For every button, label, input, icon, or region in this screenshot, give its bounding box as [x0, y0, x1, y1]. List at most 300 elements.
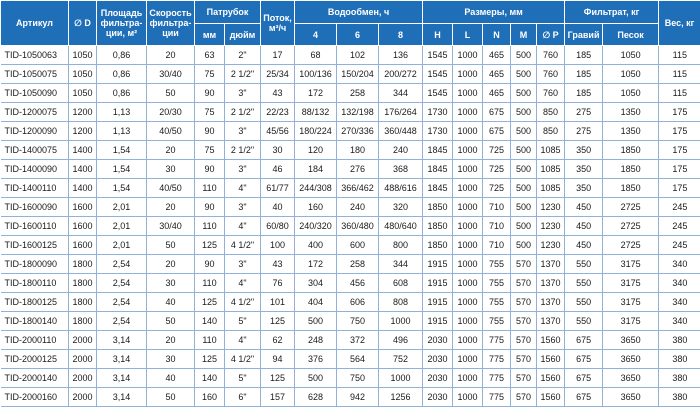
- table-cell: 50: [147, 312, 195, 331]
- table-cell: 140: [195, 312, 225, 331]
- table-cell: 60/80: [261, 217, 295, 236]
- table-cell: 755: [483, 255, 511, 274]
- table-cell: 200/272: [379, 65, 423, 84]
- table-cell: 500: [511, 84, 537, 103]
- article-cell: TID-1600125: [1, 236, 69, 255]
- table-cell: 2": [225, 46, 261, 65]
- table-cell: 3175: [603, 312, 659, 331]
- table-cell: 675: [565, 331, 603, 350]
- table-cell: 1000: [453, 274, 483, 293]
- table-row: [1, 369, 700, 388]
- table-cell: 500: [511, 103, 537, 122]
- table-cell: 608: [379, 274, 423, 293]
- table-cell: 3175: [603, 255, 659, 274]
- table-cell: 40/50: [147, 179, 195, 198]
- table-cell: 350: [565, 141, 603, 160]
- table-cell: 1545: [423, 65, 453, 84]
- table-cell: 1000: [453, 236, 483, 255]
- table-cell: 45/56: [261, 122, 295, 141]
- table-cell: 3,14: [97, 388, 147, 407]
- table-cell: 50: [147, 236, 195, 255]
- table-cell: 1050: [603, 84, 659, 103]
- table-cell: 176/264: [379, 103, 423, 122]
- article-cell: TID-1800140: [1, 312, 69, 331]
- table-cell: 240/320: [295, 217, 337, 236]
- article-cell: TID-1600090: [1, 198, 69, 217]
- table-cell: 110: [195, 331, 225, 350]
- table-cell: 20/30: [147, 103, 195, 122]
- table-cell: 1845: [423, 141, 453, 160]
- table-cell: 25/34: [261, 65, 295, 84]
- table-cell: 350: [565, 179, 603, 198]
- table-cell: 456: [337, 274, 379, 293]
- table-cell: 175: [659, 160, 700, 179]
- table-cell: 2,54: [97, 255, 147, 274]
- article-cell: TID-1050075: [1, 65, 69, 84]
- col-exchange-8: 8: [379, 24, 423, 46]
- table-cell: 62: [261, 331, 295, 350]
- table-cell: 90: [195, 84, 225, 103]
- article-cell: TID-1200090: [1, 122, 69, 141]
- table-cell: 1050: [603, 65, 659, 84]
- table-cell: 2725: [603, 198, 659, 217]
- table-cell: 3,14: [97, 369, 147, 388]
- table-cell: 1000: [379, 369, 423, 388]
- table-cell: 340: [659, 293, 700, 312]
- table-cell: 340: [659, 255, 700, 274]
- article-cell: TID-1800125: [1, 293, 69, 312]
- table-cell: 570: [511, 369, 537, 388]
- table-cell: 376: [295, 350, 337, 369]
- table-cell: 2,01: [97, 198, 147, 217]
- table-cell: 1800: [69, 255, 97, 274]
- table-cell: 110: [195, 179, 225, 198]
- table-cell: 43: [261, 255, 295, 274]
- table-cell: 275: [565, 103, 603, 122]
- table-cell: 1850: [423, 198, 453, 217]
- table-cell: 30: [147, 160, 195, 179]
- table-cell: 185: [565, 46, 603, 65]
- article-cell: TID-1050063: [1, 46, 69, 65]
- table-cell: 1850: [423, 236, 453, 255]
- table-cell: 450: [565, 236, 603, 255]
- table-cell: 172: [295, 84, 337, 103]
- table-cell: 500: [511, 217, 537, 236]
- table-cell: 43: [261, 84, 295, 103]
- table-cell: 500: [295, 312, 337, 331]
- table-cell: 725: [483, 141, 511, 160]
- table-cell: 775: [483, 369, 511, 388]
- col-size-l: L: [453, 24, 483, 46]
- table-cell: 750: [337, 369, 379, 388]
- article-cell: TID-1400110: [1, 179, 69, 198]
- table-cell: 1,54: [97, 179, 147, 198]
- table-cell: 1000: [379, 312, 423, 331]
- table-cell: 500: [511, 122, 537, 141]
- table-cell: 1000: [453, 331, 483, 350]
- table-cell: 1600: [69, 217, 97, 236]
- table-cell: 136: [379, 46, 423, 65]
- table-cell: 2,54: [97, 312, 147, 331]
- table-cell: 1050: [69, 65, 97, 84]
- table-cell: 244/308: [295, 179, 337, 198]
- table-cell: 125: [195, 236, 225, 255]
- table-cell: 3,14: [97, 350, 147, 369]
- table-cell: 1850: [603, 160, 659, 179]
- table-cell: 675: [483, 103, 511, 122]
- table-cell: 500: [511, 141, 537, 160]
- table-cell: 550: [565, 312, 603, 331]
- table-cell: 1200: [69, 103, 97, 122]
- table-cell: 725: [483, 160, 511, 179]
- table-cell: 500: [511, 179, 537, 198]
- table-cell: 1,54: [97, 160, 147, 179]
- table-row: [1, 312, 700, 331]
- table-cell: 4 1/2": [225, 350, 261, 369]
- table-cell: 2,01: [97, 236, 147, 255]
- table-cell: 40: [261, 198, 295, 217]
- table-cell: 258: [337, 84, 379, 103]
- table-row: [1, 103, 700, 122]
- table-cell: 2030: [423, 369, 453, 388]
- col-size-h: H: [423, 24, 453, 46]
- col-weight: Вес, кг: [659, 1, 700, 46]
- table-cell: 1000: [453, 65, 483, 84]
- table-cell: 1370: [537, 274, 565, 293]
- table-row: [1, 65, 700, 84]
- table-cell: 245: [659, 217, 700, 236]
- table-cell: 115: [659, 46, 700, 65]
- table-cell: 150/204: [337, 65, 379, 84]
- table-cell: 1,13: [97, 122, 147, 141]
- table-cell: 1370: [537, 293, 565, 312]
- table-cell: 75: [195, 65, 225, 84]
- table-cell: 760: [537, 46, 565, 65]
- table-cell: 380: [659, 369, 700, 388]
- table-cell: 1400: [69, 160, 97, 179]
- col-nozzle-inch: дюйм: [225, 24, 261, 46]
- table-cell: 1400: [69, 179, 97, 198]
- article-cell: TID-2000140: [1, 369, 69, 388]
- table-cell: 380: [659, 331, 700, 350]
- table-cell: 675: [565, 350, 603, 369]
- table-cell: 3": [225, 255, 261, 274]
- col-article: Артикул: [1, 1, 69, 46]
- table-cell: 710: [483, 198, 511, 217]
- table-cell: 1000: [453, 46, 483, 65]
- table-row: [1, 236, 700, 255]
- table-cell: 760: [537, 65, 565, 84]
- table-cell: 800: [379, 236, 423, 255]
- table-cell: 808: [379, 293, 423, 312]
- table-cell: 1000: [453, 103, 483, 122]
- table-cell: 125: [261, 312, 295, 331]
- table-cell: 3650: [603, 369, 659, 388]
- table-cell: 110: [195, 274, 225, 293]
- table-cell: 550: [565, 293, 603, 312]
- col-water-exchange: Водообмен, ч: [295, 1, 423, 24]
- table-cell: 1,54: [97, 141, 147, 160]
- table-cell: 360/480: [337, 217, 379, 236]
- table-cell: 380: [659, 388, 700, 407]
- table-cell: 850: [537, 122, 565, 141]
- table-cell: 1800: [69, 293, 97, 312]
- table-cell: 115: [659, 84, 700, 103]
- table-cell: 120: [295, 141, 337, 160]
- table-cell: 1230: [537, 217, 565, 236]
- table-cell: 570: [511, 388, 537, 407]
- table-cell: 240: [337, 198, 379, 217]
- table-cell: 1230: [537, 198, 565, 217]
- col-diameter: ∅ D: [69, 1, 97, 46]
- table-cell: 2000: [69, 350, 97, 369]
- col-exchange-4: 4: [295, 24, 337, 46]
- table-cell: 90: [195, 122, 225, 141]
- table-cell: 2725: [603, 217, 659, 236]
- table-cell: 30/40: [147, 217, 195, 236]
- table-cell: 360/448: [379, 122, 423, 141]
- table-body: [1, 46, 700, 407]
- table-cell: 372: [337, 331, 379, 350]
- table-cell: 2000: [69, 369, 97, 388]
- table-cell: 6": [225, 388, 261, 407]
- table-cell: 3175: [603, 274, 659, 293]
- table-cell: 606: [337, 293, 379, 312]
- table-cell: 755: [483, 293, 511, 312]
- table-cell: 175: [659, 122, 700, 141]
- table-row: [1, 122, 700, 141]
- table-cell: 368: [379, 160, 423, 179]
- table-row: [1, 84, 700, 103]
- table-cell: 1600: [69, 198, 97, 217]
- table-cell: 3,14: [97, 331, 147, 350]
- table-cell: 4": [225, 179, 261, 198]
- table-cell: 75: [195, 141, 225, 160]
- table-row: [1, 217, 700, 236]
- table-cell: 1085: [537, 179, 565, 198]
- table-cell: 125: [195, 350, 225, 369]
- table-cell: 500: [511, 160, 537, 179]
- table-cell: 570: [511, 312, 537, 331]
- table-cell: 2725: [603, 236, 659, 255]
- table-cell: 90: [195, 160, 225, 179]
- table-cell: 570: [511, 350, 537, 369]
- table-cell: 2000: [69, 388, 97, 407]
- table-cell: 400: [295, 236, 337, 255]
- table-row: [1, 46, 700, 65]
- article-cell: TID-1200075: [1, 103, 69, 122]
- col-filter-area: Площадь фильтра- ции, м²: [97, 1, 147, 46]
- table-cell: 2 1/2": [225, 141, 261, 160]
- table-cell: 125: [261, 369, 295, 388]
- table-cell: 17: [261, 46, 295, 65]
- table-cell: 570: [511, 274, 537, 293]
- table-cell: 4": [225, 331, 261, 350]
- table-cell: 180: [337, 141, 379, 160]
- table-row: [1, 293, 700, 312]
- article-cell: TID-1800090: [1, 255, 69, 274]
- table-cell: 1915: [423, 293, 453, 312]
- table-cell: 3": [225, 122, 261, 141]
- table-cell: 175: [659, 141, 700, 160]
- table-cell: 5": [225, 312, 261, 331]
- table-cell: 101: [261, 293, 295, 312]
- table-cell: 115: [659, 65, 700, 84]
- table-cell: 2030: [423, 388, 453, 407]
- table-cell: 1000: [453, 312, 483, 331]
- table-cell: 30/40: [147, 65, 195, 84]
- table-cell: 2,54: [97, 293, 147, 312]
- table-cell: 750: [337, 312, 379, 331]
- table-cell: 1560: [537, 388, 565, 407]
- table-row: [1, 350, 700, 369]
- table-cell: 2000: [69, 331, 97, 350]
- table-row: [1, 331, 700, 350]
- table-cell: 320: [379, 198, 423, 217]
- table-cell: 1560: [537, 331, 565, 350]
- table-cell: 4 1/2": [225, 236, 261, 255]
- table-cell: 500: [511, 198, 537, 217]
- table-cell: 1545: [423, 46, 453, 65]
- table-cell: 1000: [453, 122, 483, 141]
- table-cell: 40/50: [147, 122, 195, 141]
- article-cell: TID-1800110: [1, 274, 69, 293]
- table-cell: 125: [195, 293, 225, 312]
- table-cell: 275: [565, 122, 603, 141]
- table-cell: 248: [295, 331, 337, 350]
- table-cell: 1915: [423, 274, 453, 293]
- table-cell: 755: [483, 312, 511, 331]
- table-cell: 240: [379, 141, 423, 160]
- table-cell: 1730: [423, 122, 453, 141]
- table-cell: 270/336: [337, 122, 379, 141]
- table-cell: 175: [659, 103, 700, 122]
- table-cell: 850: [537, 103, 565, 122]
- table-cell: 1800: [69, 274, 97, 293]
- table-cell: 570: [511, 255, 537, 274]
- col-filter-speed: Скорость фильтра- ции: [147, 1, 195, 46]
- table-cell: 1000: [453, 141, 483, 160]
- table-cell: 465: [483, 46, 511, 65]
- article-cell: TID-1400090: [1, 160, 69, 179]
- table-cell: 380: [659, 350, 700, 369]
- table-cell: 1000: [453, 84, 483, 103]
- table-cell: 628: [295, 388, 337, 407]
- table-cell: 50: [147, 84, 195, 103]
- table-cell: 1560: [537, 350, 565, 369]
- table-cell: 775: [483, 331, 511, 350]
- table-cell: 1350: [603, 103, 659, 122]
- table-cell: 140: [195, 369, 225, 388]
- table-cell: 496: [379, 331, 423, 350]
- table-cell: 1,13: [97, 103, 147, 122]
- table-cell: 500: [511, 65, 537, 84]
- table-cell: 675: [565, 388, 603, 407]
- table-cell: 725: [483, 179, 511, 198]
- table-cell: 20: [147, 141, 195, 160]
- table-cell: 30: [147, 350, 195, 369]
- table-cell: 344: [379, 84, 423, 103]
- table-cell: 480/640: [379, 217, 423, 236]
- table-cell: 90: [195, 255, 225, 274]
- table-cell: 1560: [537, 369, 565, 388]
- table-cell: 185: [565, 84, 603, 103]
- table-cell: 1000: [453, 179, 483, 198]
- table-cell: 2,54: [97, 274, 147, 293]
- table-cell: 1000: [453, 217, 483, 236]
- table-row: [1, 198, 700, 217]
- table-cell: 1370: [537, 255, 565, 274]
- table-cell: 570: [511, 331, 537, 350]
- table-cell: 185: [565, 65, 603, 84]
- table-cell: 760: [537, 84, 565, 103]
- table-cell: 1600: [69, 236, 97, 255]
- table-cell: 132/198: [337, 103, 379, 122]
- table-cell: 0,86: [97, 65, 147, 84]
- table-cell: 4 1/2": [225, 293, 261, 312]
- table-cell: 30: [147, 274, 195, 293]
- table-cell: 675: [483, 122, 511, 141]
- table-cell: 775: [483, 350, 511, 369]
- table-cell: 500: [295, 369, 337, 388]
- table-cell: 3650: [603, 331, 659, 350]
- table-cell: 1915: [423, 255, 453, 274]
- table-cell: 1845: [423, 179, 453, 198]
- table-cell: 710: [483, 217, 511, 236]
- table-cell: 1400: [69, 141, 97, 160]
- table-cell: 160: [295, 198, 337, 217]
- table-cell: 1200: [69, 122, 97, 141]
- table-cell: 3": [225, 84, 261, 103]
- table-cell: 1050: [69, 46, 97, 65]
- table-cell: 755: [483, 274, 511, 293]
- table-cell: 450: [565, 217, 603, 236]
- table-cell: 68: [295, 46, 337, 65]
- table-cell: 570: [511, 293, 537, 312]
- table-cell: 3": [225, 160, 261, 179]
- table-cell: 63: [195, 46, 225, 65]
- table-cell: 675: [565, 369, 603, 388]
- table-cell: 1085: [537, 141, 565, 160]
- table-cell: 3175: [603, 293, 659, 312]
- table-cell: 172: [295, 255, 337, 274]
- table-cell: 1915: [423, 312, 453, 331]
- table-cell: 2,01: [97, 217, 147, 236]
- col-nozzle: Патрубок: [195, 1, 261, 24]
- table-cell: 465: [483, 84, 511, 103]
- table-cell: 1800: [69, 312, 97, 331]
- table-cell: 550: [565, 274, 603, 293]
- table-cell: 46: [261, 160, 295, 179]
- col-filtrate: Фильтрат, кг: [565, 1, 659, 24]
- table-cell: 22/23: [261, 103, 295, 122]
- article-cell: TID-1600110: [1, 217, 69, 236]
- table-cell: 4": [225, 217, 261, 236]
- col-size-p: ∅ P: [537, 24, 565, 46]
- table-cell: 102: [337, 46, 379, 65]
- table-cell: 500: [511, 236, 537, 255]
- table-cell: 0,86: [97, 46, 147, 65]
- table-cell: 61/77: [261, 179, 295, 198]
- table-cell: 1050: [603, 46, 659, 65]
- table-cell: 1350: [603, 122, 659, 141]
- article-cell: TID-2000110: [1, 331, 69, 350]
- table-cell: 245: [659, 198, 700, 217]
- table-cell: 1370: [537, 312, 565, 331]
- table-cell: 340: [659, 274, 700, 293]
- table-cell: 3650: [603, 388, 659, 407]
- table-cell: 1850: [423, 217, 453, 236]
